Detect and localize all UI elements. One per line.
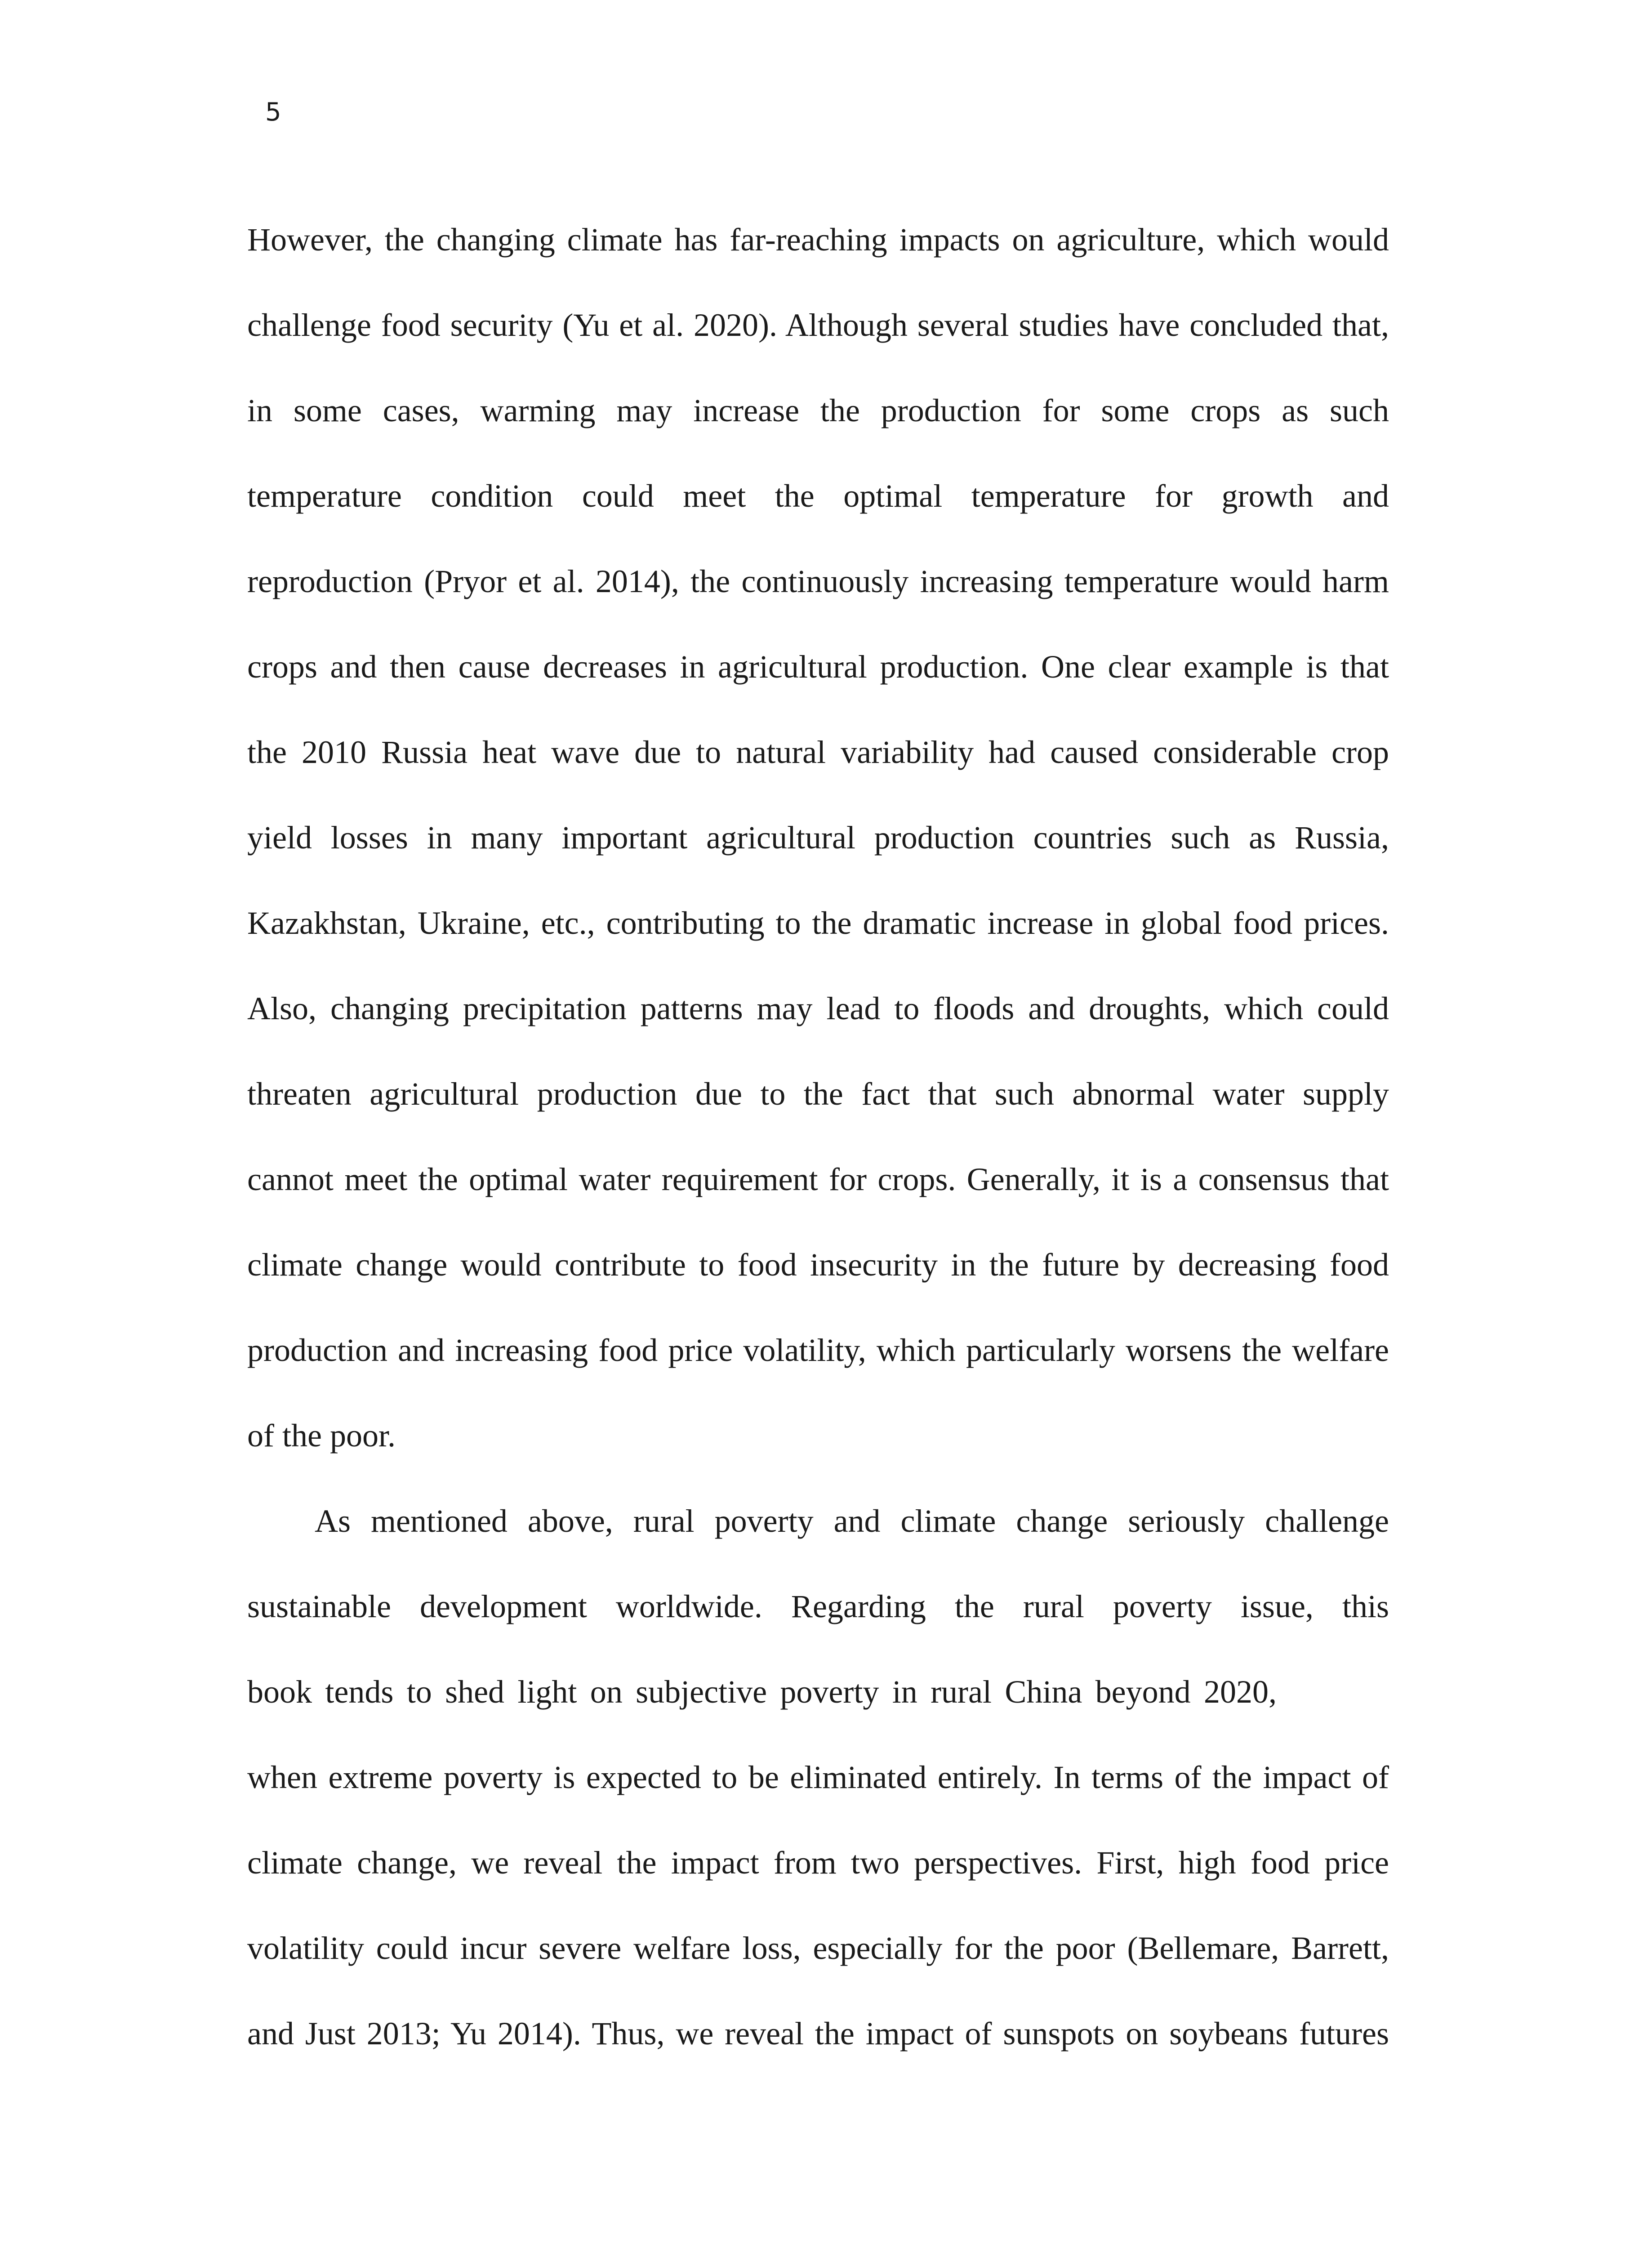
text-line: book tends to shed light on subjective poverty in rural China beyond 2020,: [247, 1674, 1277, 1710]
text-line: As mentioned above, rural poverty and climate change seriously challenge: [315, 1503, 1389, 1539]
text-line: production and increasing food price volatility, which particularly worsens the welfare: [247, 1332, 1389, 1368]
text-line: However, the changing climate has far-reaching impacts on agriculture, which would: [247, 222, 1389, 258]
text-line: when extreme poverty is expected to be eliminated entirely. In terms of the impact of: [247, 1759, 1389, 1795]
page-number-top: 5: [265, 98, 281, 127]
text-line: of the poor.: [247, 1418, 396, 1454]
text-line: temperature condition could meet the optimal temperature for growth and: [247, 478, 1389, 514]
text-line: in some cases, warming may increase the production for some crops as such: [247, 393, 1389, 428]
text-line: the 2010 Russia heat wave due to natural variability had caused considerable crop: [247, 734, 1389, 770]
text-line: Kazakhstan, Ukraine, etc., contributing to the dramatic increase in global food prices.: [247, 905, 1389, 941]
text-line: volatility could incur severe welfare loss, especially for the poor (Bellemare, Barrett,: [247, 1930, 1389, 1966]
text-line: cannot meet the optimal water requirement for crops. Generally, it is a consensus that: [247, 1161, 1389, 1197]
text-line: crops and then cause decreases in agricultural production. One clear example is that: [247, 649, 1389, 685]
text-line: reproduction (Pryor et al. 2014), the continuously increasing temperature would harm: [247, 563, 1389, 599]
text-line: climate change, we reveal the impact from two perspectives. First, high food price: [247, 1845, 1389, 1881]
text-line: climate change would contribute to food insecurity in the future by decreasing food: [247, 1247, 1389, 1283]
text-line: sustainable development worldwide. Regarding the rural poverty issue, this: [247, 1588, 1389, 1624]
text-line: threaten agricultural production due to the fact that such abnormal water supply: [247, 1076, 1389, 1112]
text-line: challenge food security (Yu et al. 2020). Although several studies have concluded that,: [247, 307, 1389, 343]
text-line: and Just 2013; Yu 2014). Thus, we reveal the impact of sunspots on soybeans futures: [247, 2016, 1389, 2052]
text-line: yield losses in many important agricultural production countries such as Russia,: [247, 820, 1389, 856]
text-line: Also, changing precipitation patterns may lead to floods and droughts, which could: [247, 990, 1389, 1026]
